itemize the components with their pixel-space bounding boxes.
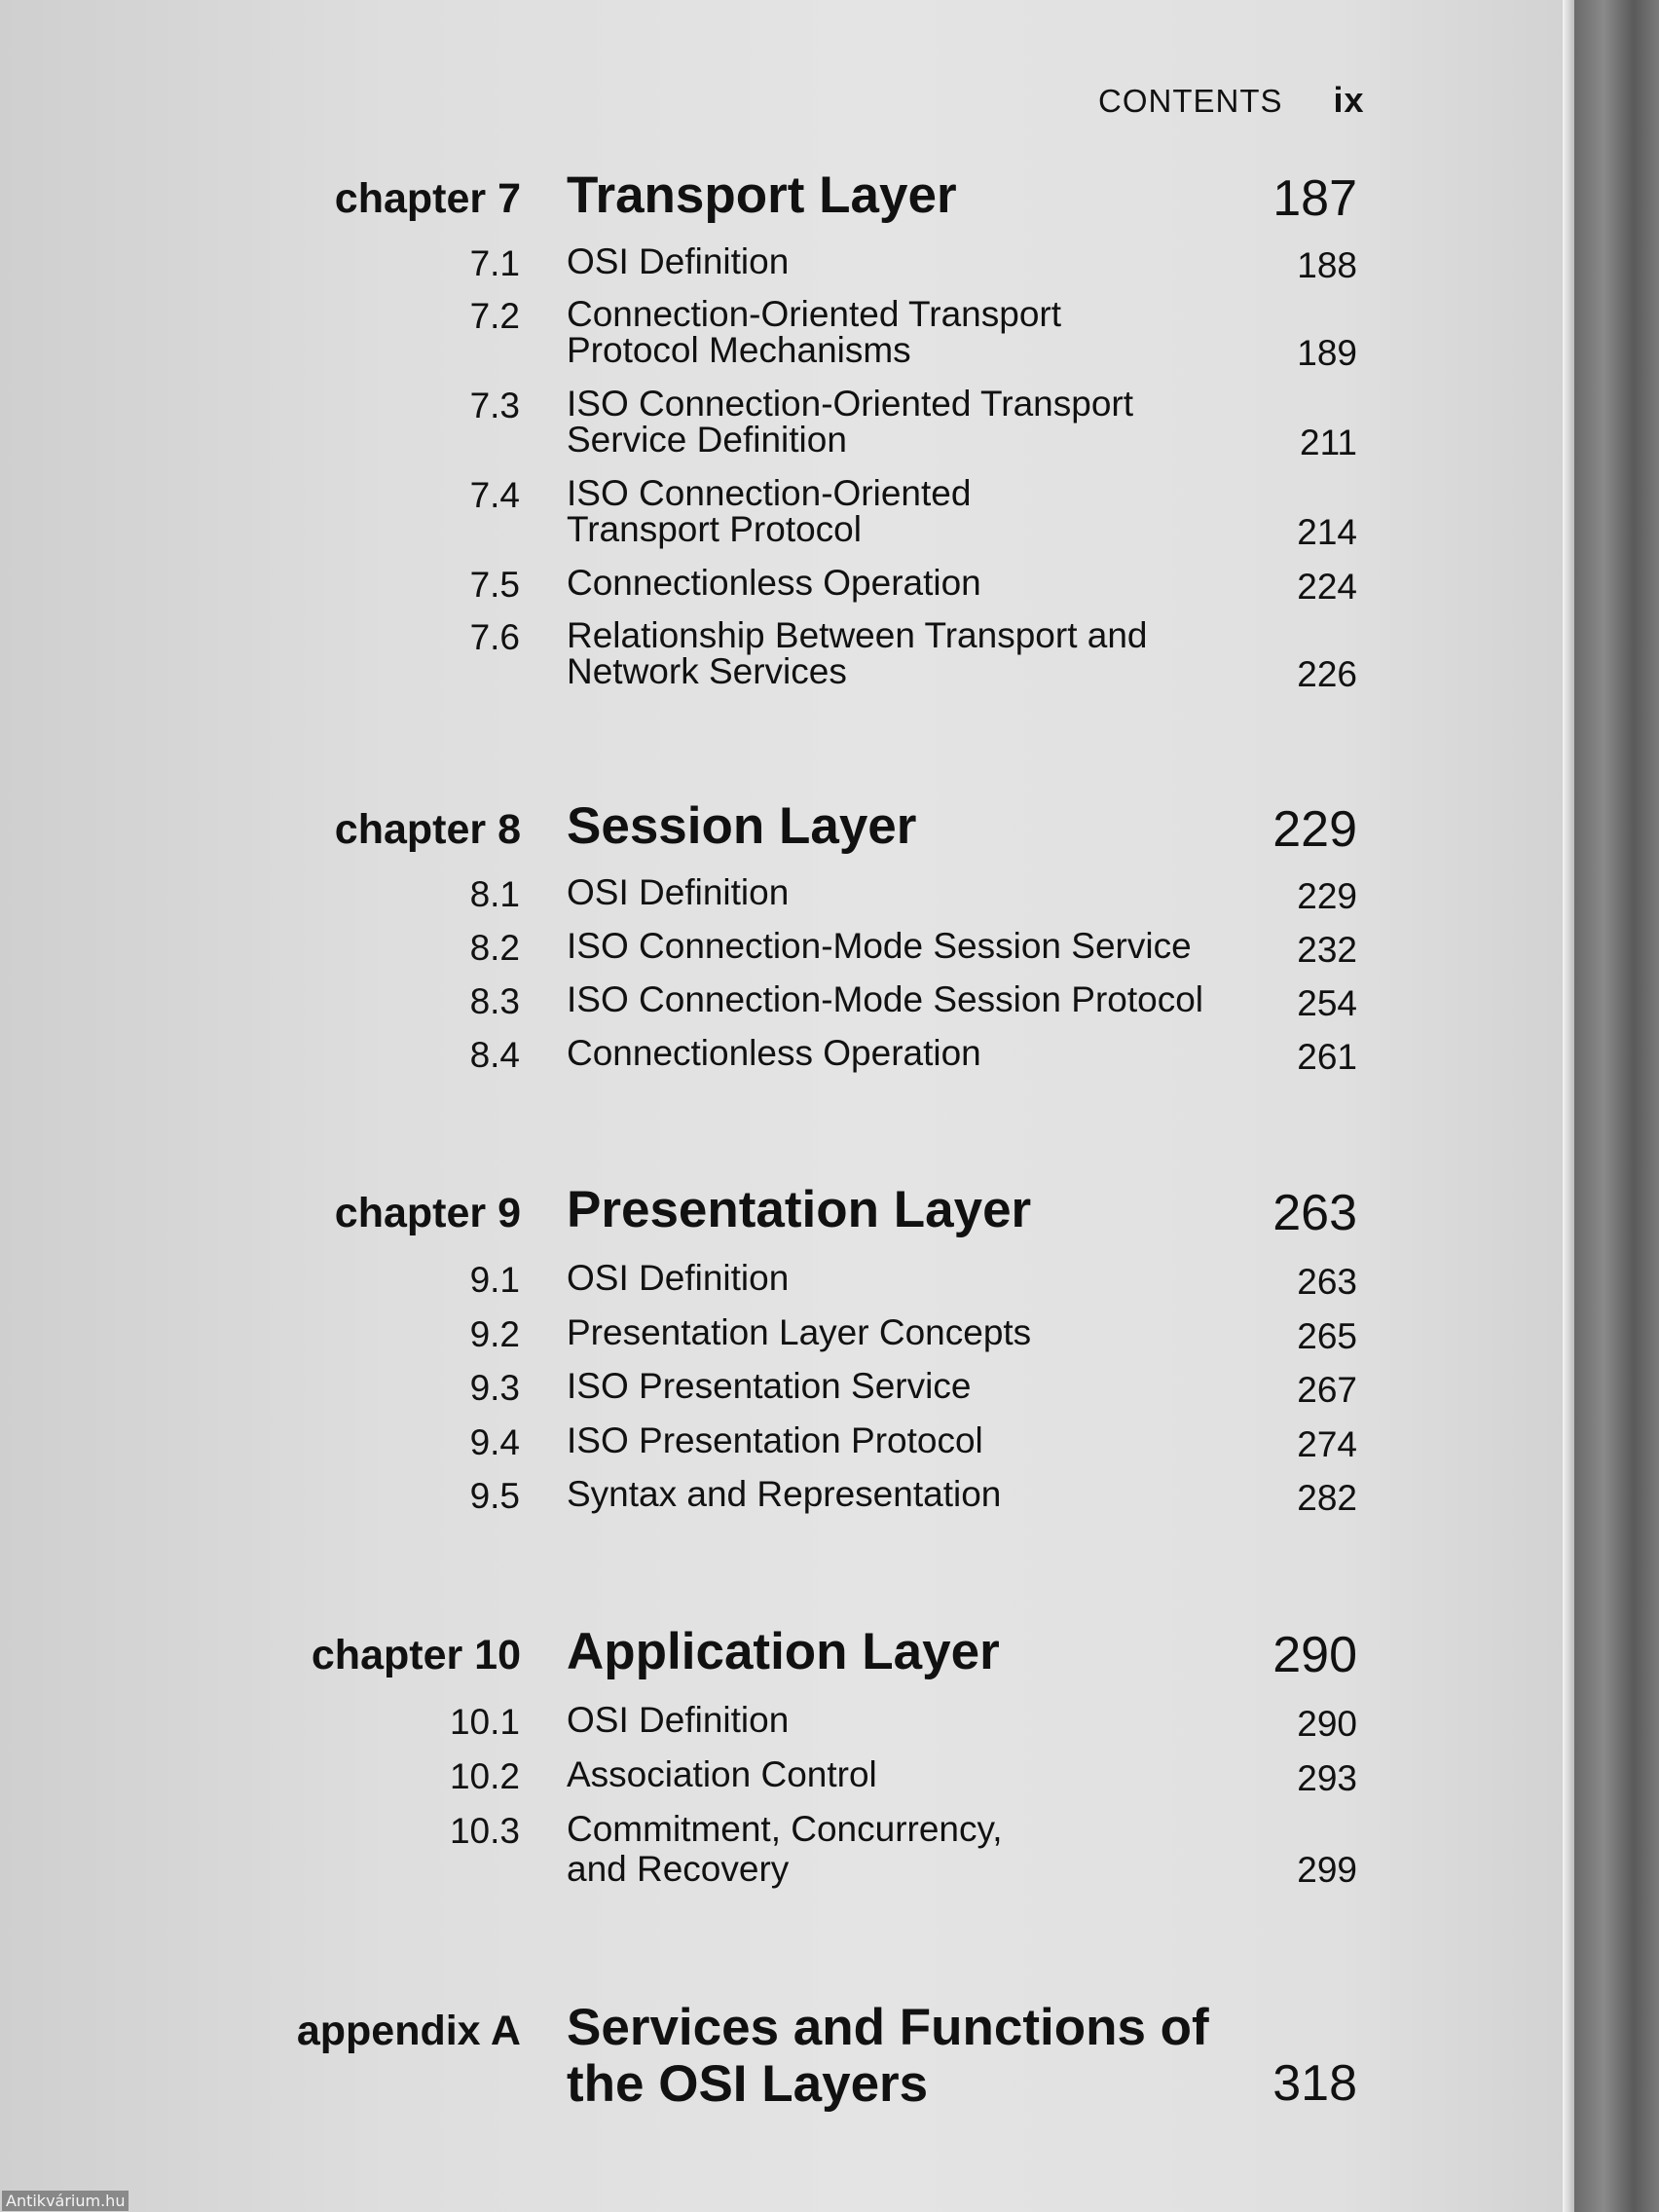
chapter-page: 187	[1272, 170, 1357, 227]
chapter-label: chapter 7	[334, 175, 521, 222]
section-title-line: Service Definition	[567, 420, 847, 460]
section-page: 267	[1297, 1370, 1357, 1410]
section-page: 254	[1297, 983, 1357, 1023]
section-page: 261	[1297, 1037, 1357, 1077]
section-page: 263	[1297, 1262, 1357, 1302]
running-head	[1098, 80, 1365, 121]
section-page: 229	[1297, 876, 1357, 916]
section-page: 299	[1297, 1850, 1357, 1890]
section-page: 265	[1297, 1316, 1357, 1356]
section-title-line: Commitment, Concurrency,	[567, 1809, 1003, 1849]
section-title-line: Connection-Oriented Transport	[567, 294, 1061, 334]
section-number: 7.1	[469, 243, 520, 283]
chapter-label: chapter 8	[334, 806, 521, 853]
page-number: ix	[1333, 80, 1365, 120]
section-title: Association Control	[567, 1754, 877, 1794]
section-number: 8.1	[469, 874, 520, 914]
section-title: Presentation Layer Concepts	[567, 1312, 1032, 1352]
section-title: OSI Definition	[567, 1700, 790, 1740]
section-title-line: and Recovery	[567, 1849, 790, 1889]
section-title: Syntax and Representation	[567, 1474, 1002, 1514]
section-title	[567, 296, 1061, 368]
chapter-page: 229	[1272, 801, 1357, 858]
section-title-line: ISO Connection-Oriented	[567, 473, 972, 513]
section-page: 224	[1297, 567, 1357, 607]
chapter-title: Presentation Layer	[567, 1181, 1032, 1238]
section-number: 8.3	[469, 981, 520, 1021]
chapter-title: Transport Layer	[567, 166, 957, 224]
section-number: 7.5	[469, 565, 520, 605]
section-number: 10.3	[449, 1811, 520, 1851]
background-surface	[1574, 0, 1659, 2212]
section-title: ISO Connection-Mode Session Service	[567, 926, 1192, 966]
section-number: 7.3	[469, 386, 520, 425]
section-number: 7.6	[469, 617, 520, 657]
section-number: 9.3	[469, 1368, 520, 1408]
appendix-title-line: Services and Functions of	[567, 1999, 1209, 2056]
section-page: 232	[1297, 930, 1357, 970]
running-head-title: CONTENTS	[1098, 83, 1283, 119]
section-title	[567, 475, 971, 547]
section-number: 7.2	[469, 296, 520, 336]
section-title-line: Protocol Mechanisms	[567, 330, 911, 370]
section-number: 10.1	[449, 1702, 520, 1742]
section-page: 293	[1297, 1758, 1357, 1798]
chapter-label: chapter 10	[311, 1632, 521, 1678]
chapter-page: 290	[1272, 1627, 1357, 1683]
chapter-title: Session Layer	[567, 797, 917, 855]
section-number: 9.4	[469, 1422, 520, 1462]
section-title-line: ISO Connection-Oriented Transport	[567, 384, 1134, 424]
watermark: Antikvárium.hu	[2, 2191, 129, 2211]
section-number: 9.1	[469, 1260, 520, 1300]
section-page: 211	[1300, 423, 1357, 462]
appendix-title	[567, 2000, 1209, 2113]
section-number: 10.2	[449, 1756, 520, 1796]
section-title: ISO Presentation Service	[567, 1366, 972, 1406]
section-number: 9.2	[469, 1314, 520, 1354]
section-title: ISO Connection-Mode Session Protocol	[567, 979, 1204, 1019]
section-title	[567, 386, 1133, 458]
section-number: 8.4	[469, 1035, 520, 1075]
section-page: 226	[1297, 654, 1357, 694]
chapter-title: Application Layer	[567, 1623, 1000, 1680]
section-title: Connectionless Operation	[567, 1033, 981, 1073]
appendix-page: 318	[1272, 2055, 1357, 2112]
section-number: 7.4	[469, 475, 520, 515]
section-title	[567, 617, 1147, 689]
section-title: OSI Definition	[567, 1258, 790, 1298]
section-title-line: Relationship Between Transport and	[567, 615, 1148, 655]
section-page: 214	[1297, 512, 1357, 552]
section-title: OSI Definition	[567, 872, 790, 912]
section-page: 189	[1297, 333, 1357, 373]
page-edge	[1563, 0, 1574, 2212]
section-page: 188	[1297, 245, 1357, 285]
section-title: Connectionless Operation	[567, 563, 981, 603]
section-page: 290	[1297, 1704, 1357, 1744]
section-title-line: Transport Protocol	[567, 509, 862, 549]
appendix-label: appendix A	[296, 2008, 521, 2054]
section-title: OSI Definition	[567, 241, 790, 281]
section-title: ISO Presentation Protocol	[567, 1420, 983, 1460]
section-title	[567, 1811, 1003, 1887]
section-number: 9.5	[469, 1476, 520, 1516]
chapter-label: chapter 9	[334, 1190, 521, 1236]
section-number: 8.2	[469, 928, 520, 968]
section-page: 274	[1297, 1424, 1357, 1464]
chapter-page: 263	[1272, 1185, 1357, 1241]
section-title-line: Network Services	[567, 651, 847, 691]
appendix-title-line: the OSI Layers	[567, 2055, 929, 2113]
section-page: 282	[1297, 1478, 1357, 1518]
